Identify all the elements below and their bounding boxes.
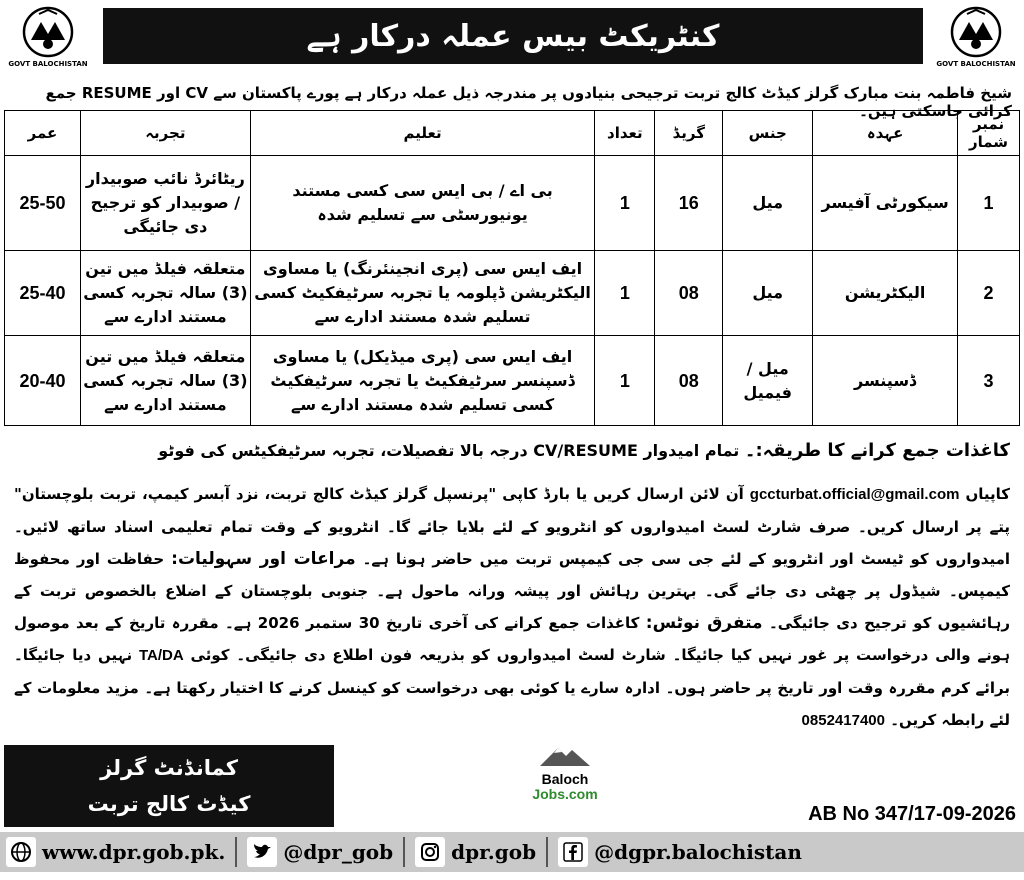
watermark-brand-top: Baloch xyxy=(541,771,589,787)
balochistan-emblem-right xyxy=(936,6,1016,68)
cell-education: ایف ایس سی (پری انجینئرنگ) یا مساوی الیکٹریشن ڈپلومہ یا تجربہ سرٹیفکیٹ کسی تسلیم شدہ مستند ادارے سے xyxy=(250,251,595,336)
footer-divider xyxy=(235,837,237,867)
cell-serial: 3 xyxy=(958,336,1020,426)
footer-twitter[interactable] xyxy=(241,832,399,872)
mountain-icon xyxy=(520,744,610,768)
posts-table xyxy=(4,110,1020,426)
watermark-brand xyxy=(520,772,610,802)
cell-gender: میل xyxy=(723,156,813,251)
signature-line-2: کیڈٹ کالج تربت xyxy=(87,792,251,816)
instagram-icon xyxy=(415,837,445,867)
footer-divider xyxy=(403,837,405,867)
header-grade: گریڈ xyxy=(655,111,723,156)
facilities-text: حفاظت اور محفوظ کیمپس۔ شیڈول پر چھٹی دی جائے گی۔ بہترین رہائش اور پیشہ ورانہ ماحول ہے۔ جنوبی بلوچستان کے اضلاع بالخصوص تربت کے رہائشیوں کو ترجیح دی جائیگی۔ xyxy=(14,550,1010,632)
logo-caption: GOVT BALOCHISTAN xyxy=(8,60,88,68)
cell-gender: میل xyxy=(723,251,813,336)
cell-post: الیکٹریشن xyxy=(813,251,958,336)
footer-website[interactable] xyxy=(0,832,231,872)
cell-age: 25-50 xyxy=(5,156,81,251)
body-p1b: آن لائن ارسال کریں یا بارڈ کاپی "پرنسپل گرلز کیڈٹ کالج تربت، نزد آبسر کیمپ، تربت بلوچستان" پتے پر ارسال کریں۔ صرف شارٹ لسٹ امیدواروں کو انٹرویو کے لئے بلایا جائے گا۔ انٹرویو کے وقت تمام تعلیمی اسناد ساتھ لائیں۔ امیدواروں کو ٹیسٹ اور انٹرویو کے لئے جی سی جی کیمپس تربت میں حاضر ہونا ہے۔ xyxy=(14,485,1010,568)
submission-method xyxy=(14,440,1010,461)
header-post: عہدہ xyxy=(813,111,958,156)
cell-age: 25-40 xyxy=(5,251,81,336)
cell-experience: ریٹائرڈ نائب صوبیدار / صوبیدار کو ترجیح دی جائیگی xyxy=(80,156,250,251)
signature-line-1: کمانڈنٹ گرلز xyxy=(100,756,238,780)
globe-icon xyxy=(6,837,36,867)
cell-count: 1 xyxy=(595,251,655,336)
cell-count: 1 xyxy=(595,336,655,426)
cell-experience: متعلقہ فیلڈ میں تین (3) سالہ تجربہ کسی مستند ادارے سے xyxy=(80,251,250,336)
cell-serial: 1 xyxy=(958,156,1020,251)
cell-post: ڈسپنسر xyxy=(813,336,958,426)
footer-twitter-label: @dpr_gob xyxy=(283,840,394,864)
notes-text-b: نہیں دیا جائیگا۔ برائے کرم مقررہ وقت اور تاریخ پر حاضر ہوں۔ ادارہ سارے یا کوئی بھی درخواست کو کینسل کرنے کا اختیار رکھتا ہے۔ مزید معلومات کے لئے رابطہ کریں۔ xyxy=(14,646,1010,729)
footer-instagram-label: dpr.gob xyxy=(451,840,537,864)
cell-post: سیکورٹی آفیسر xyxy=(813,156,958,251)
baloch-jobs-watermark xyxy=(520,744,610,802)
footer-website-label: www.dpr.gob.pk. xyxy=(42,840,226,864)
header-serial: نمبر شمار xyxy=(958,111,1020,156)
emblem-icon xyxy=(945,6,1007,62)
signature-block xyxy=(4,745,334,827)
body-text xyxy=(14,478,1010,737)
footer-bar xyxy=(0,832,1024,872)
footer-instagram[interactable] xyxy=(409,832,542,872)
header-gender: جنس xyxy=(723,111,813,156)
notes-text-a: کاغذات جمع کرانے کی آخری تاریخ 30 ستمبر 2026 ہے۔ مقررہ تاریخ کے بعد موصول ہونے والی درخواست پر غور نہیں کیا جائیگا۔ شارٹ لسٹ امیدواروں کو بذریعہ فون اطلاع دی جائیگی۔ کوئی xyxy=(14,614,1010,664)
cell-experience: متعلقہ فیلڈ میں تین (3) سالہ تجربہ کسی مستند ادارے سے xyxy=(80,336,250,426)
intro-text: شیخ فاطمہ بنت مبارک گرلز کیڈٹ کالج تربت ترجیحی بنیادوں پر مندرجہ ذیل عملہ درکار ہے پورے پاکستان سے CV اور RESUME جمع کرائی جاسکتی ہیں۔ xyxy=(45,84,1012,120)
tada-label: TA/DA xyxy=(138,647,184,664)
emblem-icon xyxy=(17,6,79,62)
table-header-row xyxy=(5,111,1020,156)
cell-grade: 08 xyxy=(655,251,723,336)
cell-gender: میل / فیمیل xyxy=(723,336,813,426)
cell-education: ایف ایس سی (پری میڈیکل) یا مساوی ڈسپنسر سرٹیفکیٹ یا تجربہ سرٹیفکیٹ کسی تسلیم شدہ مستند ادارے سے xyxy=(250,336,595,426)
header-count: تعداد xyxy=(595,111,655,156)
ad-number: AB No 347/17-09-2026 xyxy=(808,803,1016,825)
table-row xyxy=(5,336,1020,426)
cell-serial: 2 xyxy=(958,251,1020,336)
watermark-brand-bottom: Jobs.com xyxy=(532,786,598,802)
cell-count: 1 xyxy=(595,156,655,251)
method-heading: کاغذات جمع کرانے کا طریقہ:۔ xyxy=(744,440,1010,461)
facebook-icon xyxy=(558,837,588,867)
header-age: عمر xyxy=(5,111,81,156)
footer-facebook-label: @dgpr.balochistan xyxy=(594,840,802,864)
table-row xyxy=(5,156,1020,251)
twitter-icon xyxy=(247,837,277,867)
page-title: کنٹریکٹ بیس عملہ درکار ہے xyxy=(103,8,923,64)
table-row xyxy=(5,251,1020,336)
footer-facebook[interactable] xyxy=(552,832,808,872)
notes-heading: متفرق نوٹس: xyxy=(645,613,763,633)
cell-grade: 08 xyxy=(655,336,723,426)
phone-number[interactable]: 0852417400 xyxy=(801,712,885,729)
body-p1a: کاپیاں xyxy=(965,485,1010,503)
header-education: تعلیم xyxy=(250,111,595,156)
logo-caption: GOVT BALOCHISTAN xyxy=(936,60,1016,68)
balochistan-emblem-left xyxy=(8,6,88,68)
header-experience: تجربہ xyxy=(80,111,250,156)
footer-divider xyxy=(546,837,548,867)
email-link[interactable]: gccturbat.official@gmail.com xyxy=(749,486,960,503)
cell-age: 20-40 xyxy=(5,336,81,426)
facilities-heading: مراعات اور سہولیات: xyxy=(171,549,356,569)
cell-grade: 16 xyxy=(655,156,723,251)
method-text: تمام امیدوار CV/RESUME درجہ بالا تفصیلات، تجربہ سرٹیفکیٹس کی فوٹو xyxy=(158,441,740,460)
cell-education: بی اے / بی ایس سی کسی مستند یونیورسٹی سے تسلیم شدہ xyxy=(250,156,595,251)
